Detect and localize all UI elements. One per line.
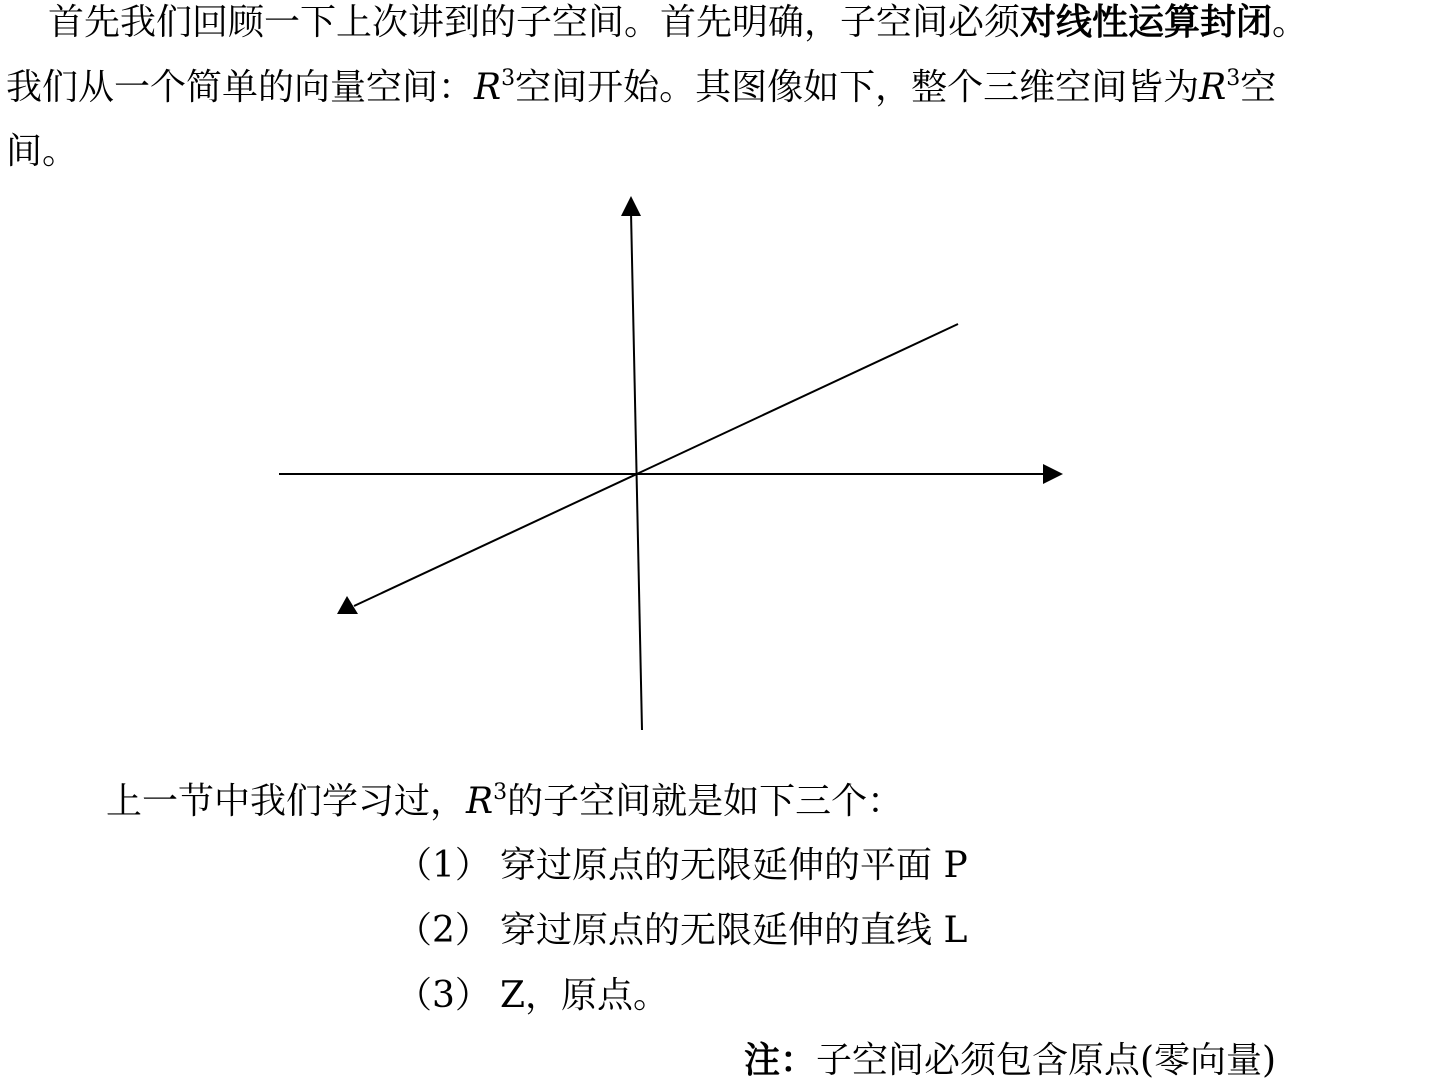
list-number: （3） [396, 975, 491, 1016]
list-item [396, 844, 968, 888]
intro-text-2c: 空 [1240, 67, 1277, 108]
intro-text-3: 间。 [6, 131, 79, 172]
note-label: 注： [744, 1039, 817, 1081]
summary-line [106, 780, 903, 829]
intro-line-1 [48, 0, 1308, 45]
vertical-axis-arrow [621, 196, 641, 216]
list-text: 穿过原点的无限延伸的直线 L [500, 910, 968, 951]
list-number: （2） [396, 910, 491, 951]
horizontal-axis-arrow [1043, 464, 1063, 484]
intro-period: 。 [1272, 2, 1309, 43]
list-text: Z，原点。 [500, 975, 670, 1016]
note-line [744, 1038, 1276, 1083]
list-number: （1） [396, 845, 491, 886]
math-r3: $R^3$ [1199, 66, 1241, 108]
summary-text-a: 上一节中我们学习过， [106, 781, 467, 822]
vertical-axis [631, 212, 642, 730]
intro-line-3 [6, 130, 78, 174]
list-item [396, 974, 669, 1018]
note-text: 子空间必须包含原点(零向量) [816, 1040, 1277, 1081]
intro-text-2b: 空间开始。其图像如下，整个三维空间皆为 [515, 67, 1200, 108]
list-item [396, 909, 967, 953]
summary-text-b: 的子空间就是如下三个： [507, 781, 904, 822]
intro-bold-text: 对线性运算封闭 [1020, 1, 1273, 43]
math-r3: $R^3$ [466, 780, 508, 822]
intro-line-2 [6, 66, 1276, 115]
intro-text-2a: 我们从一个简单的向量空间： [6, 67, 475, 108]
list-text: 穿过原点的无限延伸的平面 P [500, 845, 968, 886]
intro-text: 首先我们回顾一下上次讲到的子空间。首先明确，子空间必须 [48, 2, 1021, 43]
diagonal-axis [354, 324, 958, 606]
axes-diagram [0, 180, 1440, 750]
math-r3: $R^3$ [474, 66, 516, 108]
